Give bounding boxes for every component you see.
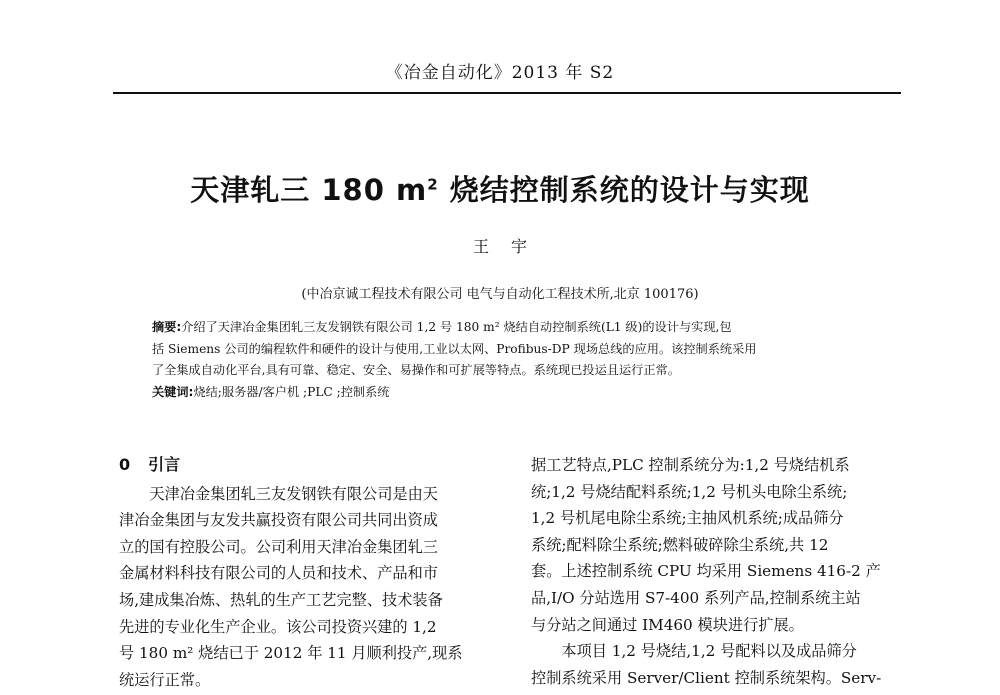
abstract-block <box>152 317 868 403</box>
section-title: 引言 <box>148 455 181 474</box>
keywords-line <box>152 382 868 404</box>
body-line: 系统;配料除尘系统;燃料破碎除尘系统,共 12 <box>531 535 829 554</box>
author-name: 王宇 <box>472 237 549 256</box>
body-line: 控制系统采用 Server/Client 控制系统架构。Serv- <box>531 668 882 687</box>
abstract-line: 括 Siemens 公司的编程软件和硬件的设计与使用,工业以太网、Profibus-DP 现场总线的应用。该控制系统采用 <box>152 341 757 356</box>
body-line: 统;1,2 号烧结配料系统;1,2 号机头电除尘系统; <box>531 482 848 501</box>
abstract-line: 摘要:介绍了天津冶金集团轧三友发钢铁有限公司 1,2 号 180 m² 烧结自动控制系统(L1 级)的设计与实现,包 <box>152 320 732 334</box>
section-heading <box>119 452 495 479</box>
body-line: 天津冶金集团轧三友发钢铁有限公司是由天 <box>149 484 438 503</box>
body-line: 金属材料科技有限公司的人员和技术、产品和市 <box>119 564 438 583</box>
body-line: 与分站之间通过 IM460 模块进行扩展。 <box>531 615 804 634</box>
left-column <box>119 452 495 693</box>
body-line: 据工艺特点,PLC 控制系统分为:1,2 号烧结机系 <box>531 456 850 474</box>
abstract-line: 了全集成自动化平台,具有可靠、稳定、安全、易操作和可扩展等特点。系统现已投运且运行正常。 <box>152 363 680 377</box>
title-rest: 烧结控制系统的设计与实现 <box>438 173 810 207</box>
body-line: 号 180 m² 烧结已于 2012 年 11 月顺利投产,现系 <box>119 644 463 663</box>
right-column <box>531 452 907 691</box>
body-line: 统运行正常。 <box>119 670 211 689</box>
keywords-label: 关键词: <box>152 384 194 399</box>
keywords-text: 烧结;服务器/客户机 ;PLC ;控制系统 <box>193 384 390 399</box>
body-line: 立的国有控股公司。公司利用天津冶金集团轧三 <box>119 537 438 556</box>
title-main: 天津轧三 180 m <box>190 173 428 207</box>
body-line: 场,建成集冶炼、热轧的生产工艺完整、技术装备 <box>119 590 443 609</box>
body-line: 津冶金集团与友发共赢投资有限公司共同出资成 <box>119 511 438 530</box>
author-affiliation: (中冶京诚工程技术有限公司 电气与自动化工程技术所,北京 100176) <box>301 287 699 302</box>
body-line: 先进的专业化生产企业。该公司投资兴建的 1,2 <box>119 617 437 636</box>
article-title <box>0 168 1000 209</box>
body-line: 套。上述控制系统 CPU 均采用 Siemens 416-2 产 <box>531 562 881 581</box>
body-line: 品,I/O 分站选用 S7-400 系列产品,控制系统主站 <box>531 588 861 607</box>
body-line: 本项目 1,2 号烧结,1,2 号配料以及成品筛分 <box>561 642 857 661</box>
header-rule <box>113 92 901 94</box>
body-line: 1,2 号机尾电除尘系统;主抽风机系统;成品筛分 <box>531 509 844 528</box>
title-superscript: 2 <box>427 175 439 194</box>
abstract-label: 摘要: <box>152 320 182 334</box>
section-number: 0 <box>119 455 131 474</box>
journal-header: 《冶金自动化》2013 年 S2 <box>385 63 615 83</box>
